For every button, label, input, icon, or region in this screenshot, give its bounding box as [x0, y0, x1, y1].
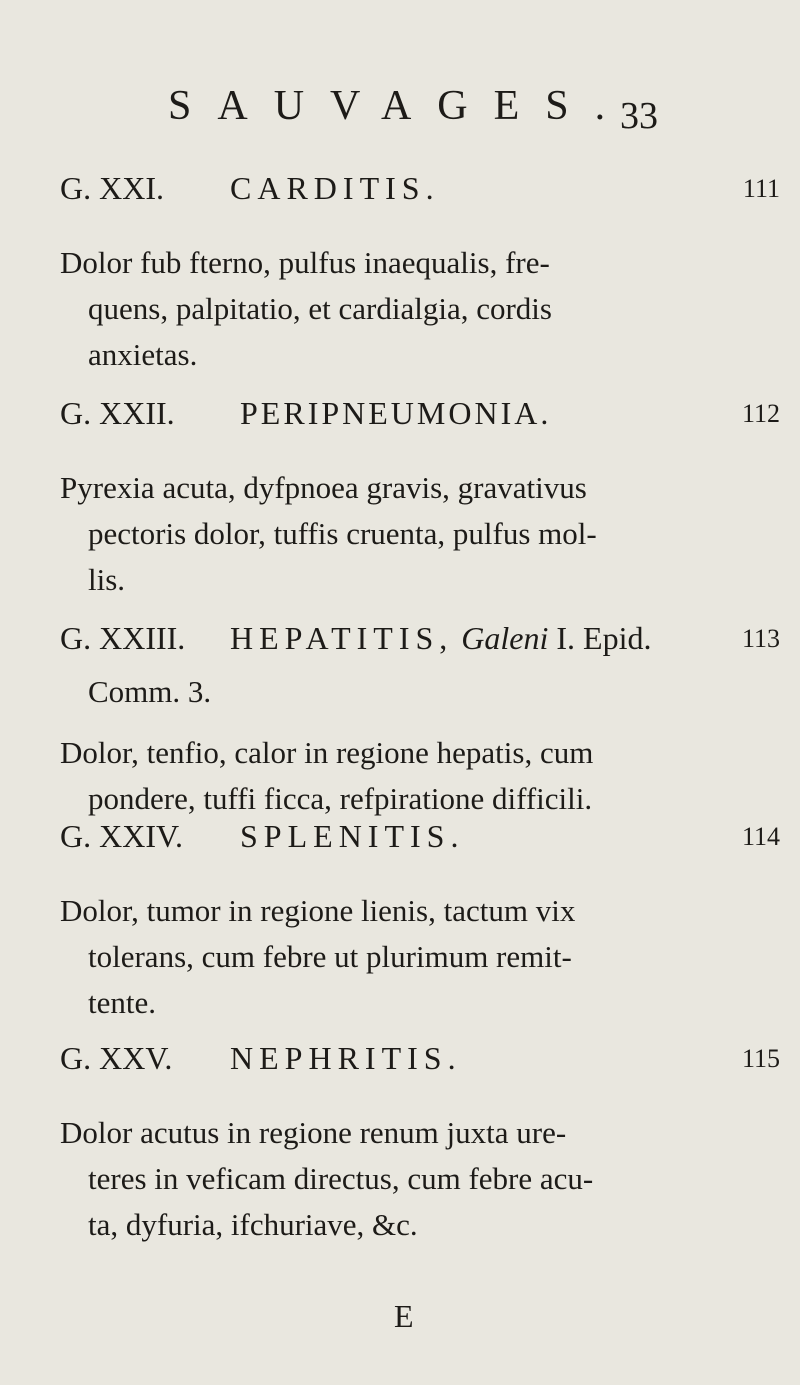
- entry-nephritis: [60, 1040, 780, 1248]
- entry-number: 112: [741, 399, 780, 428]
- entry-number: 115: [741, 1044, 780, 1073]
- disease-name: PERIPNEUMONIA.: [240, 395, 552, 431]
- entry-carditis: [60, 170, 780, 378]
- entry-number: 114: [741, 822, 780, 851]
- disease-name: NEPHRITIS.: [230, 1040, 462, 1076]
- entry-number: 111: [742, 174, 780, 203]
- disease-name: CARDITIS.: [230, 170, 440, 206]
- disease-description: Dolor acutus in regione renum juxta ure- teres in veficam directus, cum febre acu- ta, dyfuria, ifchuriave, &c.: [60, 1115, 594, 1242]
- signature-mark: E: [394, 1298, 414, 1334]
- genus-number: G. XXIV.: [60, 818, 183, 854]
- reference-continuation: Comm. 3.: [88, 674, 212, 709]
- genus-number: G. XXI.: [60, 170, 164, 206]
- disease-description: Dolor, tenfio, calor in regione hepatis, cum pondere, tuffi ficca, refpiratione difficili.: [60, 735, 594, 816]
- entry-number: 113: [741, 624, 780, 653]
- entry-peripneumonia: [60, 395, 780, 603]
- disease-description: Dolor, tumor in regione lienis, tactum vix tolerans, cum febre ut plurimum remit- tente.: [60, 893, 576, 1020]
- disease-description: Pyrexia acuta, dyfpnoea gravis, gravativus pectoris dolor, tuffis cruenta, pulfus mol- lis.: [60, 470, 597, 597]
- page-number: 33: [620, 95, 658, 137]
- reference: Galeni I. Epid.: [461, 620, 652, 656]
- genus-number: G. XXV.: [60, 1040, 173, 1076]
- disease-name: SPLENITIS.: [240, 818, 465, 854]
- entry-hepatitis: [60, 620, 780, 822]
- page-header: [0, 82, 800, 152]
- genus-number: G. XXII.: [60, 395, 175, 431]
- genus-number: G. XXIII.: [60, 620, 186, 656]
- running-title: SAUVAGES.: [168, 83, 632, 129]
- disease-description: Dolor fub fterno, pulfus inaequalis, fre- quens, palpitatio, et cardialgia, cordis anxietas.: [60, 245, 552, 372]
- entry-splenitis: [60, 818, 780, 1026]
- disease-name: HEPATITIS, Galeni I. Epid.: [230, 620, 652, 656]
